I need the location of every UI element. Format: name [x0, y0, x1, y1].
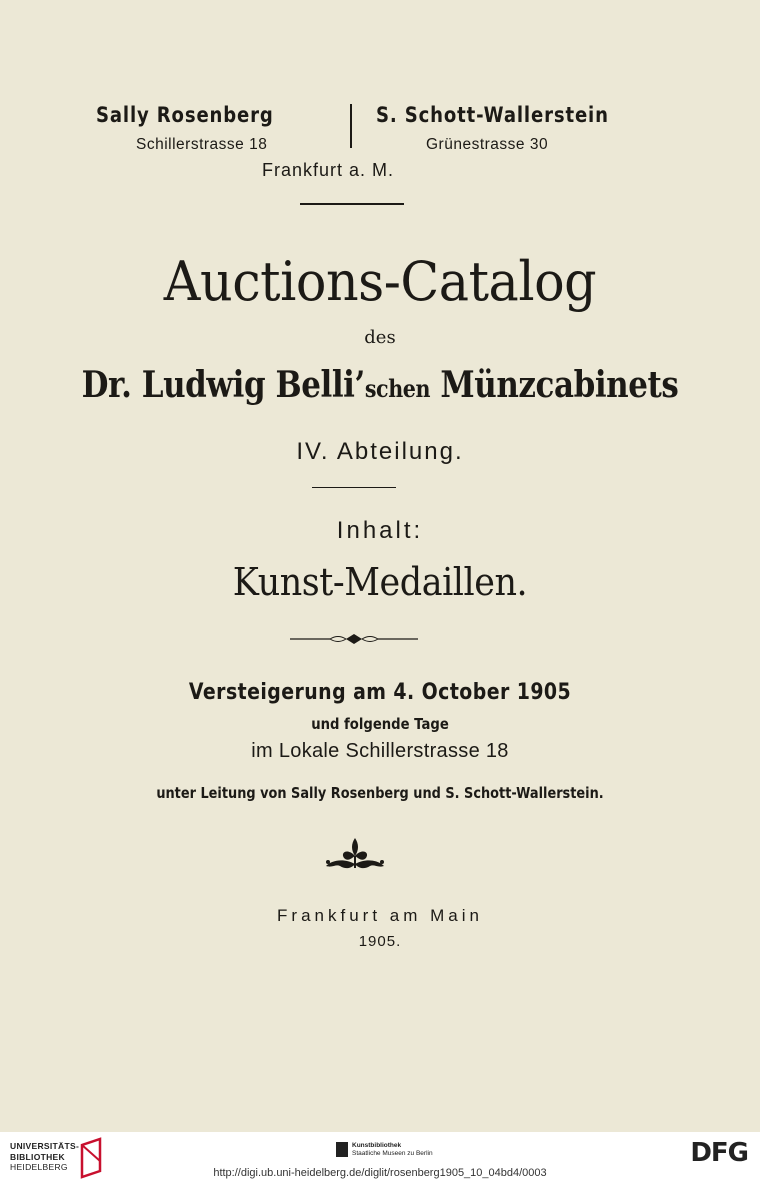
dfg-logo: DFG: [690, 1138, 748, 1168]
publisher-right-address: Grünestrasse 30: [426, 136, 549, 153]
collection-name-part1: Dr. Ludwig Belli’: [81, 364, 365, 406]
imprint-place: Frankfurt am Main: [277, 906, 483, 925]
catalog-title: Auctions-Catalog: [163, 250, 597, 313]
collection-name: [53, 364, 707, 406]
kb-line-1: Kunstbibliothek: [352, 1142, 402, 1149]
catalog-part: IV. Abteilung.: [296, 438, 464, 465]
auction-location: im Lokale Schillerstrasse 18: [251, 740, 509, 762]
ub-line-2: BIBLIOTHEK: [10, 1151, 65, 1162]
collection-name-suffix: schen: [364, 374, 431, 403]
imprint-year: 1905.: [358, 933, 402, 950]
kb-line-2: Staatliche Museen zu Berlin: [352, 1150, 433, 1157]
title-preposition: des: [364, 327, 396, 348]
kunstbibliothek-label: [352, 1142, 433, 1158]
contents-title: Kunst-Medaillen.: [232, 560, 528, 604]
ub-line-1: UNIVERSITÄTS-: [10, 1141, 80, 1151]
kunstbibliothek-logo-icon: [336, 1142, 348, 1157]
collection-name-part2: Münzcabinets: [430, 364, 679, 406]
middle-rule: [312, 487, 396, 488]
ornamental-divider: [290, 632, 418, 646]
top-rule: [300, 203, 404, 205]
publisher-left-name: Sally Rosenberg: [96, 103, 274, 127]
footer-bar: [0, 1132, 760, 1186]
floral-ornament-icon: [322, 834, 388, 876]
source-url[interactable]: http://digi.ub.uni-heidelberg.de/diglit/rosenberg1905_10_04bd4/0003: [213, 1167, 547, 1179]
publisher-divider: [350, 104, 352, 148]
publisher-right-name: S. Schott-Wallerstein: [376, 103, 609, 127]
auction-following-days: und folgende Tage: [311, 715, 449, 733]
auction-leadership: unter Leitung von Sally Rosenberg und S. Schott-Wallerstein.: [156, 784, 604, 802]
auction-date: Versteigerung am 4. October 1905: [188, 680, 572, 705]
publisher-left-address: Schillerstrasse 18: [136, 136, 268, 153]
contents-label: Inhalt:: [336, 517, 424, 544]
ub-line-3: HEIDELBERG: [10, 1162, 68, 1172]
publisher-city: Frankfurt a. M.: [262, 160, 395, 180]
